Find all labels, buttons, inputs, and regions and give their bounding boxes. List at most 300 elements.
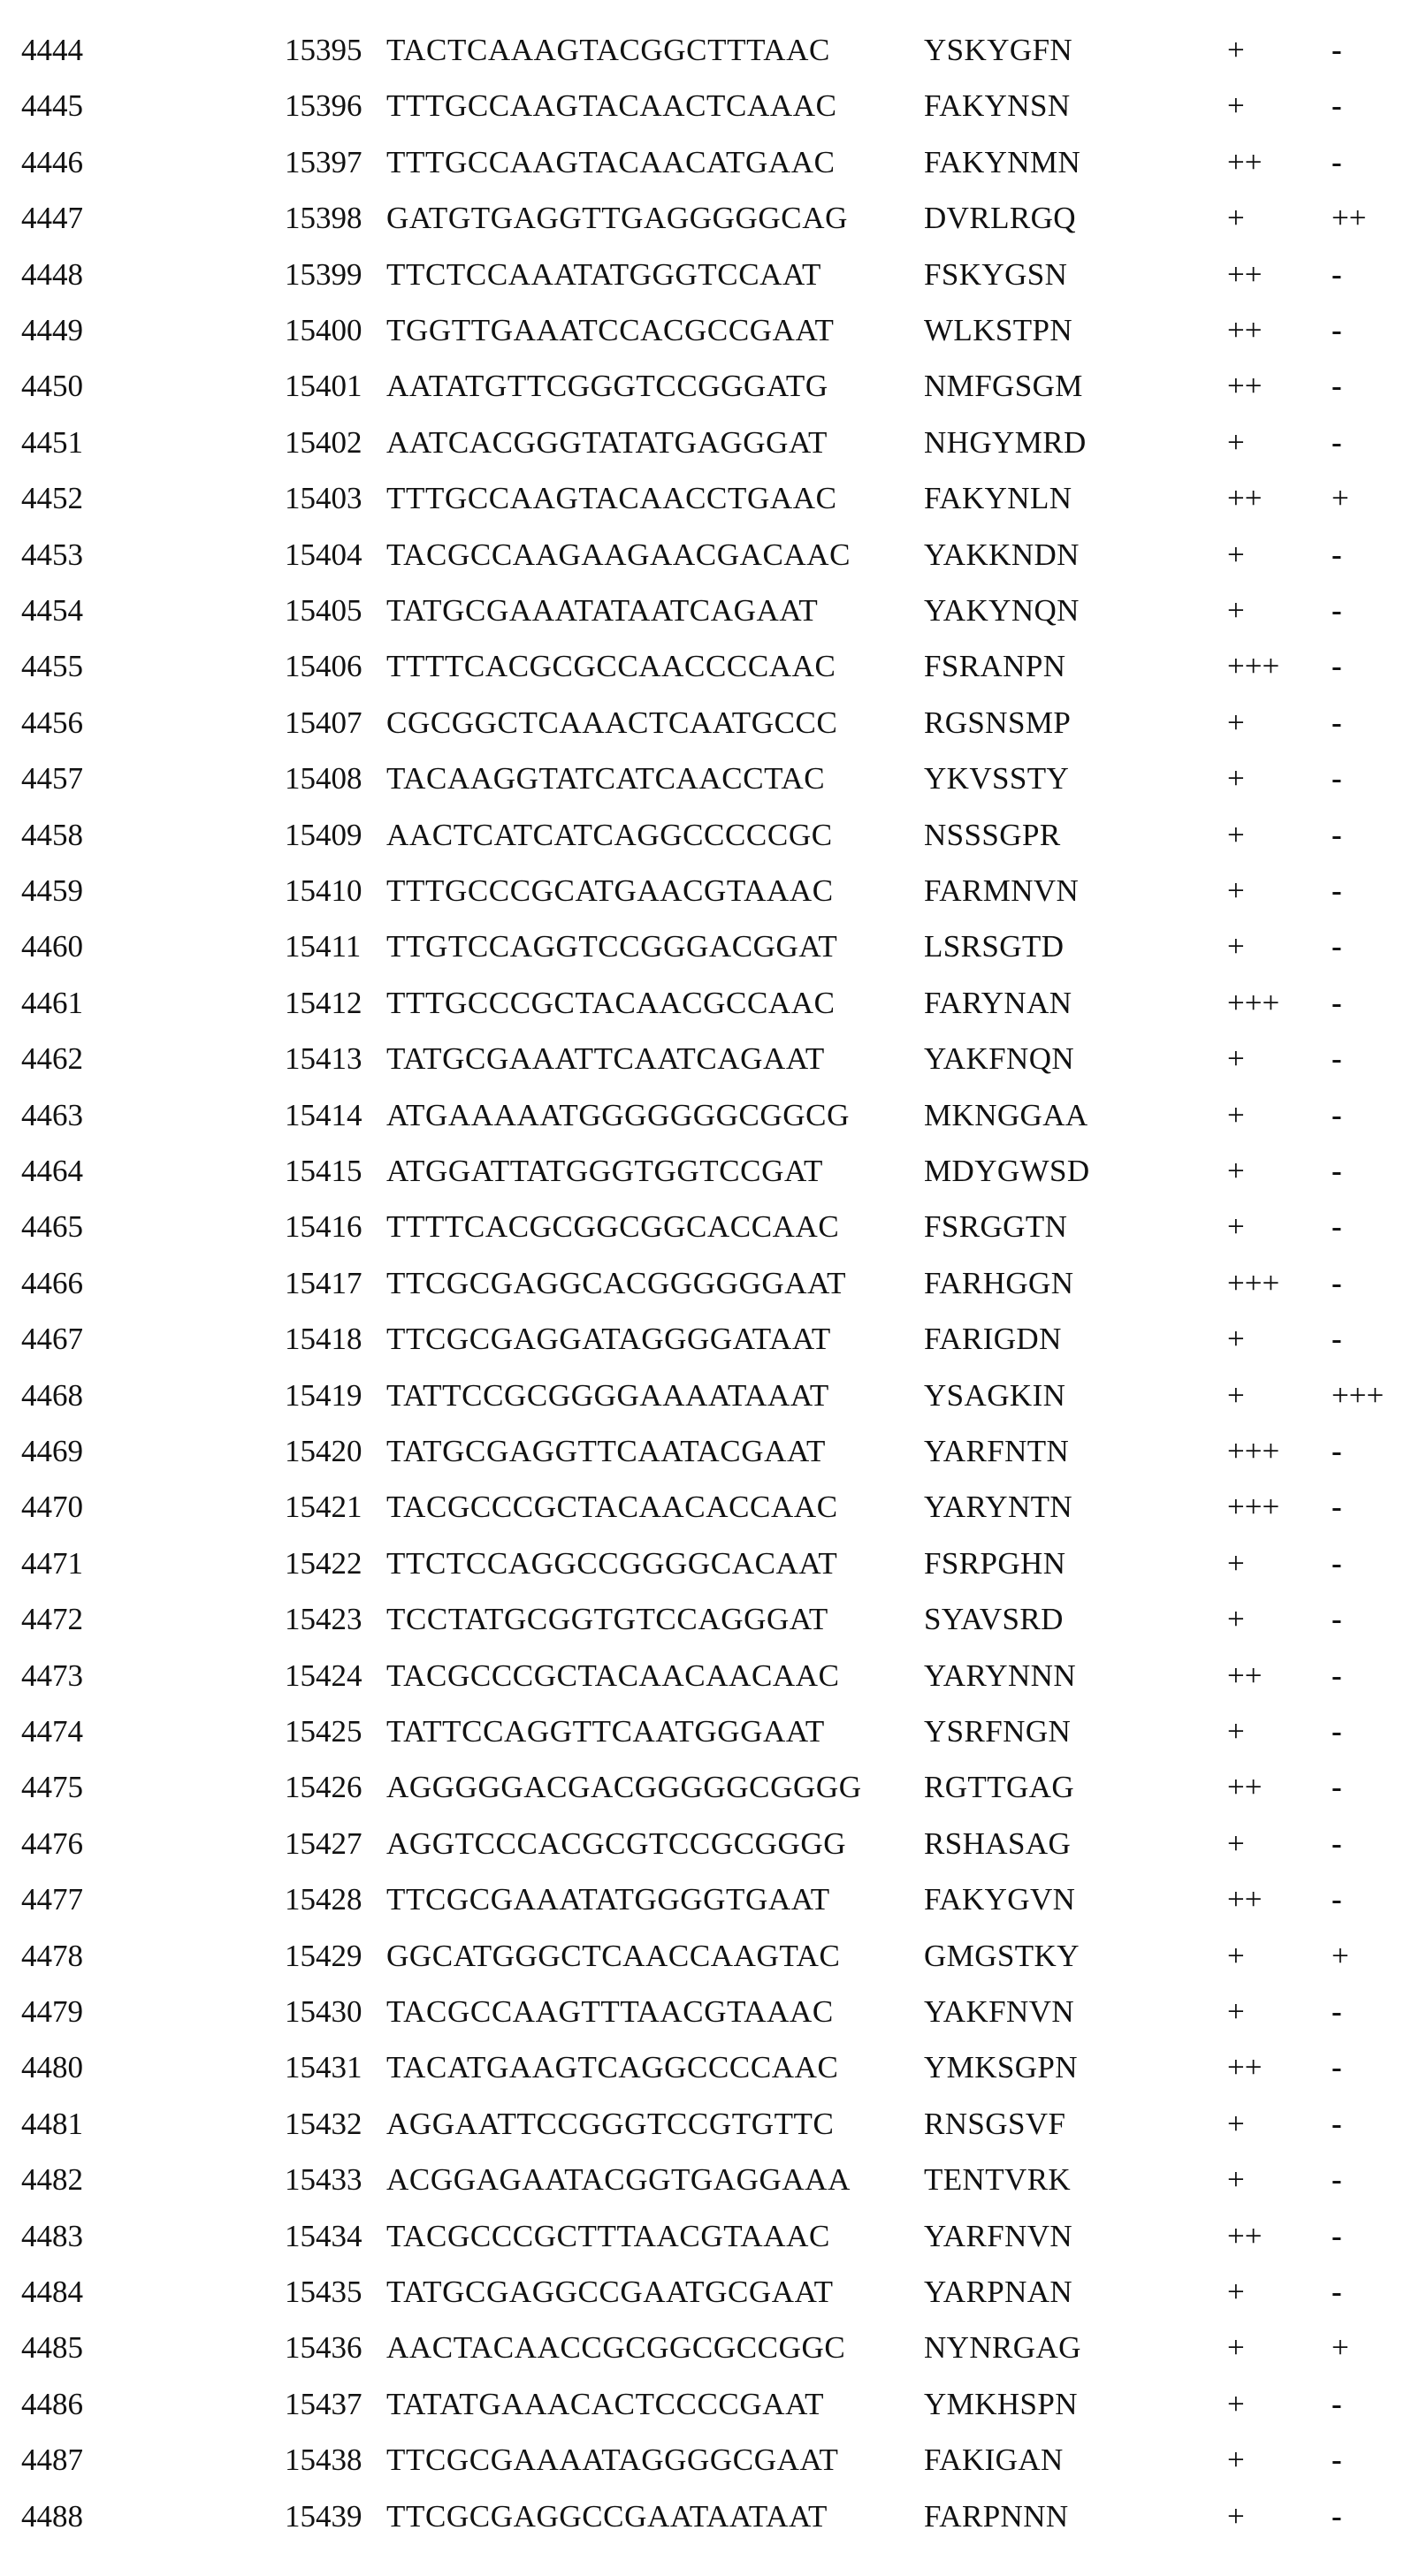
peptide-sequence: FSRPGHN bbox=[924, 1544, 1065, 1583]
peptide-sequence: MDYGWSD bbox=[924, 1152, 1090, 1191]
sequence-id: 15422 bbox=[285, 1544, 362, 1583]
score-b: - bbox=[1332, 872, 1342, 911]
row-id: 4468 bbox=[21, 1376, 83, 1415]
peptide-sequence: FAKIGAN bbox=[924, 2441, 1064, 2480]
sequence-id: 15408 bbox=[285, 759, 362, 798]
score-a: ++ bbox=[1227, 255, 1262, 294]
score-a: + bbox=[1227, 31, 1245, 70]
sequence-id: 15431 bbox=[285, 2048, 362, 2087]
nucleotide-sequence: TTCTCCAAATATGGGTCCAAT bbox=[386, 255, 821, 294]
sequence-id: 15418 bbox=[285, 1320, 362, 1359]
score-b: - bbox=[1332, 1544, 1342, 1583]
score-a: + bbox=[1227, 2328, 1245, 2367]
row-id: 4472 bbox=[21, 1600, 83, 1639]
row-id: 4462 bbox=[21, 1040, 83, 1078]
score-b: - bbox=[1332, 1993, 1342, 2031]
score-b: - bbox=[1332, 1712, 1342, 1751]
score-a: + bbox=[1227, 1544, 1245, 1583]
peptide-sequence: NSSSGPR bbox=[924, 816, 1061, 855]
table-row bbox=[0, 2161, 1427, 2199]
nucleotide-sequence: TACGCCCGCTTTAACGTAAAC bbox=[386, 2217, 830, 2256]
sequence-id: 15435 bbox=[285, 2273, 362, 2312]
score-a: + bbox=[1227, 1937, 1245, 1976]
score-a: + bbox=[1227, 816, 1245, 855]
row-id: 4476 bbox=[21, 1825, 83, 1863]
nucleotide-sequence: TATGCGAAATTCAATCAGAAT bbox=[386, 1040, 825, 1078]
row-id: 4445 bbox=[21, 87, 83, 126]
score-b: ++ bbox=[1332, 199, 1366, 238]
score-b: - bbox=[1332, 1600, 1342, 1639]
score-a: + bbox=[1227, 2385, 1245, 2424]
table-row bbox=[0, 1937, 1427, 1976]
score-b: - bbox=[1332, 536, 1342, 575]
sequence-id: 15439 bbox=[285, 2497, 362, 2536]
score-b: - bbox=[1332, 367, 1342, 406]
table-row bbox=[0, 2497, 1427, 2536]
row-id: 4470 bbox=[21, 1488, 83, 1527]
score-a: + bbox=[1227, 2497, 1245, 2536]
table-row bbox=[0, 759, 1427, 798]
nucleotide-sequence: TACGCCAAGAAGAACGACAAC bbox=[386, 536, 851, 575]
peptide-sequence: FARMNVN bbox=[924, 872, 1079, 911]
row-id: 4469 bbox=[21, 1432, 83, 1471]
nucleotide-sequence: TACAAGGTATCATCAACCTAC bbox=[386, 759, 825, 798]
row-id: 4483 bbox=[21, 2217, 83, 2256]
row-id: 4450 bbox=[21, 367, 83, 406]
sequence-id: 15396 bbox=[285, 87, 362, 126]
score-b: - bbox=[1332, 927, 1342, 966]
peptide-sequence: FARYNAN bbox=[924, 984, 1072, 1023]
nucleotide-sequence: TTCGCGAAATATGGGGTGAAT bbox=[386, 1880, 830, 1919]
table-row bbox=[0, 1768, 1427, 1807]
score-b: - bbox=[1332, 1152, 1342, 1191]
score-a: +++ bbox=[1227, 1264, 1279, 1303]
sequence-id: 15404 bbox=[285, 536, 362, 575]
table-row bbox=[0, 816, 1427, 855]
sequence-id: 15428 bbox=[285, 1880, 362, 1919]
sequence-id: 15400 bbox=[285, 311, 362, 350]
row-id: 4463 bbox=[21, 1096, 83, 1135]
nucleotide-sequence: TTTTCACGCGGCGGCACCAAC bbox=[386, 1208, 839, 1246]
score-a: ++ bbox=[1227, 2048, 1262, 2087]
nucleotide-sequence: TTTGCCCGCTACAACGCCAAC bbox=[386, 984, 836, 1023]
score-a: ++ bbox=[1227, 1768, 1262, 1807]
table-row bbox=[0, 423, 1427, 462]
score-b: - bbox=[1332, 2273, 1342, 2312]
nucleotide-sequence: TTCGCGAGGCACGGGGGGAAT bbox=[386, 1264, 846, 1303]
score-a: ++ bbox=[1227, 1657, 1262, 1696]
peptide-sequence: FSRANPN bbox=[924, 647, 1065, 686]
sequence-id: 15421 bbox=[285, 1488, 362, 1527]
nucleotide-sequence: TACTCAAAGTACGGCTTTAAC bbox=[386, 31, 830, 70]
table-row bbox=[0, 479, 1427, 518]
peptide-sequence: LSRSGTD bbox=[924, 927, 1064, 966]
row-id: 4467 bbox=[21, 1320, 83, 1359]
score-b: - bbox=[1332, 423, 1342, 462]
score-b: - bbox=[1332, 2497, 1342, 2536]
peptide-sequence: DVRLRGQ bbox=[924, 199, 1076, 238]
score-a: + bbox=[1227, 199, 1245, 238]
nucleotide-sequence: AACTCATCATCAGGCCCCCGC bbox=[386, 816, 833, 855]
nucleotide-sequence: TACATGAAGTCAGGCCCCAAC bbox=[386, 2048, 839, 2087]
peptide-sequence: YAKYNQN bbox=[924, 591, 1080, 630]
nucleotide-sequence: AGGAATTCCGGGTCCGTGTTC bbox=[386, 2105, 834, 2144]
row-id: 4459 bbox=[21, 872, 83, 911]
score-b: - bbox=[1332, 1320, 1342, 1359]
peptide-sequence: YAKFNVN bbox=[924, 1993, 1074, 2031]
score-b: - bbox=[1332, 2105, 1342, 2144]
nucleotide-sequence: TTTTCACGCGCCAACCCCAAC bbox=[386, 647, 836, 686]
score-b: - bbox=[1332, 1096, 1342, 1135]
score-b: - bbox=[1332, 2048, 1342, 2087]
table-row bbox=[0, 2385, 1427, 2424]
table-row bbox=[0, 872, 1427, 911]
table-row bbox=[0, 1544, 1427, 1583]
sequence-id: 15429 bbox=[285, 1937, 362, 1976]
peptide-sequence: YSKYGFN bbox=[924, 31, 1072, 70]
score-a: + bbox=[1227, 2273, 1245, 2312]
score-b: - bbox=[1332, 311, 1342, 350]
row-id: 4488 bbox=[21, 2497, 83, 2536]
row-id: 4465 bbox=[21, 1208, 83, 1246]
row-id: 4449 bbox=[21, 311, 83, 350]
table-row bbox=[0, 2441, 1427, 2480]
nucleotide-sequence: AGGGGGACGACGGGGGCGGGG bbox=[386, 1768, 862, 1807]
nucleotide-sequence: TTTGCCAAGTACAACCTGAAC bbox=[386, 479, 837, 518]
row-id: 4448 bbox=[21, 255, 83, 294]
nucleotide-sequence: TTGTCCAGGTCCGGGACGGAT bbox=[386, 927, 837, 966]
peptide-sequence: YARFNVN bbox=[924, 2217, 1072, 2256]
peptide-sequence: YARYNNN bbox=[924, 1657, 1076, 1696]
row-id: 4461 bbox=[21, 984, 83, 1023]
nucleotide-sequence: TGGTTGAAATCCACGCCGAAT bbox=[386, 311, 835, 350]
peptide-sequence: FAKYNLN bbox=[924, 479, 1072, 518]
row-id: 4486 bbox=[21, 2385, 83, 2424]
sequence-id: 15438 bbox=[285, 2441, 362, 2480]
peptide-sequence: RNSGSVF bbox=[924, 2105, 1065, 2144]
table-row bbox=[0, 2273, 1427, 2312]
table-row bbox=[0, 311, 1427, 350]
score-a: + bbox=[1227, 1040, 1245, 1078]
peptide-sequence: SYAVSRD bbox=[924, 1600, 1064, 1639]
peptide-sequence: NMFGSGM bbox=[924, 367, 1083, 406]
row-id: 4478 bbox=[21, 1937, 83, 1976]
peptide-sequence: YMKSGPN bbox=[924, 2048, 1078, 2087]
score-a: + bbox=[1227, 1712, 1245, 1751]
nucleotide-sequence: TACGCCAAGTTTAACGTAAAC bbox=[386, 1993, 834, 2031]
row-id: 4474 bbox=[21, 1712, 83, 1751]
score-a: + bbox=[1227, 1993, 1245, 2031]
score-a: + bbox=[1227, 1320, 1245, 1359]
nucleotide-sequence: TTTGCCAAGTACAACATGAAC bbox=[386, 143, 836, 182]
row-id: 4466 bbox=[21, 1264, 83, 1303]
row-id: 4484 bbox=[21, 2273, 83, 2312]
score-a: + bbox=[1227, 1152, 1245, 1191]
peptide-sequence: RSHASAG bbox=[924, 1825, 1071, 1863]
nucleotide-sequence: TATATGAAACACTCCCCGAAT bbox=[386, 2385, 824, 2424]
row-id: 4457 bbox=[21, 759, 83, 798]
sequence-id: 15411 bbox=[285, 927, 361, 966]
table-row bbox=[0, 1880, 1427, 1919]
row-id: 4480 bbox=[21, 2048, 83, 2087]
sequence-id: 15416 bbox=[285, 1208, 362, 1246]
score-b: - bbox=[1332, 143, 1342, 182]
sequence-id: 15415 bbox=[285, 1152, 362, 1191]
sequence-id: 15436 bbox=[285, 2328, 362, 2367]
table-row bbox=[0, 143, 1427, 182]
score-b: - bbox=[1332, 255, 1342, 294]
peptide-sequence: GMGSTKY bbox=[924, 1937, 1080, 1976]
table-row bbox=[0, 199, 1427, 238]
sequence-id: 15427 bbox=[285, 1825, 362, 1863]
score-b: - bbox=[1332, 816, 1342, 855]
peptide-sequence: YARYNTN bbox=[924, 1488, 1072, 1527]
table-row bbox=[0, 984, 1427, 1023]
nucleotide-sequence: TTCGCGAAAATAGGGGCGAAT bbox=[386, 2441, 838, 2480]
score-a: + bbox=[1227, 1825, 1245, 1863]
row-id: 4487 bbox=[21, 2441, 83, 2480]
table-row bbox=[0, 2328, 1427, 2367]
peptide-sequence: YAKFNQN bbox=[924, 1040, 1074, 1078]
nucleotide-sequence: AATCACGGGTATATGAGGGAT bbox=[386, 423, 828, 462]
nucleotide-sequence: TATTCCAGGTTCAATGGGAAT bbox=[386, 1712, 825, 1751]
table-row bbox=[0, 255, 1427, 294]
score-b: - bbox=[1332, 704, 1342, 743]
sequence-id: 15401 bbox=[285, 367, 362, 406]
score-a: + bbox=[1227, 1376, 1245, 1415]
row-id: 4454 bbox=[21, 591, 83, 630]
score-b: - bbox=[1332, 1040, 1342, 1078]
table-row bbox=[0, 704, 1427, 743]
table-row bbox=[0, 1096, 1427, 1135]
peptide-sequence: FAKYGVN bbox=[924, 1880, 1075, 1919]
row-id: 4481 bbox=[21, 2105, 83, 2144]
peptide-sequence: MKNGGAA bbox=[924, 1096, 1088, 1135]
score-b: - bbox=[1332, 1657, 1342, 1696]
nucleotide-sequence: ATGAAAAATGGGGGGGCGGCG bbox=[386, 1096, 850, 1135]
sequence-table bbox=[0, 0, 1427, 2576]
sequence-id: 15424 bbox=[285, 1657, 362, 1696]
table-row bbox=[0, 1825, 1427, 1863]
score-b: +++ bbox=[1332, 1376, 1384, 1415]
table-row bbox=[0, 536, 1427, 575]
score-a: + bbox=[1227, 927, 1245, 966]
peptide-sequence: FARIGDN bbox=[924, 1320, 1062, 1359]
row-id: 4473 bbox=[21, 1657, 83, 1696]
nucleotide-sequence: TTTGCCCGCATGAACGTAAAC bbox=[386, 872, 834, 911]
nucleotide-sequence: TATGCGAGGCCGAATGCGAAT bbox=[386, 2273, 834, 2312]
score-a: + bbox=[1227, 2161, 1245, 2199]
sequence-id: 15417 bbox=[285, 1264, 362, 1303]
score-a: ++ bbox=[1227, 311, 1262, 350]
table-row bbox=[0, 2105, 1427, 2144]
table-row bbox=[0, 1376, 1427, 1415]
score-a: + bbox=[1227, 2441, 1245, 2480]
sequence-id: 15410 bbox=[285, 872, 362, 911]
score-b: + bbox=[1332, 1937, 1349, 1976]
score-b: - bbox=[1332, 31, 1342, 70]
nucleotide-sequence: TTTGCCAAGTACAACTCAAAC bbox=[386, 87, 837, 126]
score-b: - bbox=[1332, 1880, 1342, 1919]
sequence-id: 15398 bbox=[285, 199, 362, 238]
nucleotide-sequence: TATGCGAAATATAATCAGAAT bbox=[386, 591, 818, 630]
row-id: 4460 bbox=[21, 927, 83, 966]
score-b: - bbox=[1332, 1432, 1342, 1471]
row-id: 4447 bbox=[21, 199, 83, 238]
score-b: - bbox=[1332, 2217, 1342, 2256]
peptide-sequence: RGSNSMP bbox=[924, 704, 1071, 743]
score-b: - bbox=[1332, 87, 1342, 126]
row-id: 4477 bbox=[21, 1880, 83, 1919]
sequence-id: 15432 bbox=[285, 2105, 362, 2144]
table-row bbox=[0, 1600, 1427, 1639]
score-b: - bbox=[1332, 2161, 1342, 2199]
score-b: + bbox=[1332, 479, 1349, 518]
score-a: +++ bbox=[1227, 1432, 1279, 1471]
score-a: ++ bbox=[1227, 367, 1262, 406]
peptide-sequence: FARHGGN bbox=[924, 1264, 1073, 1303]
score-b: - bbox=[1332, 2385, 1342, 2424]
sequence-id: 15395 bbox=[285, 31, 362, 70]
sequence-id: 15407 bbox=[285, 704, 362, 743]
table-row bbox=[0, 2048, 1427, 2087]
score-a: + bbox=[1227, 591, 1245, 630]
score-a: ++ bbox=[1227, 2217, 1262, 2256]
nucleotide-sequence: GGCATGGGCTCAACCAAGTAC bbox=[386, 1937, 840, 1976]
sequence-id: 15419 bbox=[285, 1376, 362, 1415]
table-row bbox=[0, 1208, 1427, 1246]
peptide-sequence: FAKYNMN bbox=[924, 143, 1080, 182]
peptide-sequence: FAKYNSN bbox=[924, 87, 1071, 126]
row-id: 4475 bbox=[21, 1768, 83, 1807]
score-b: - bbox=[1332, 2441, 1342, 2480]
score-a: ++ bbox=[1227, 1880, 1262, 1919]
table-row bbox=[0, 1152, 1427, 1191]
nucleotide-sequence: AGGTCCCACGCGTCCGCGGGG bbox=[386, 1825, 846, 1863]
score-a: +++ bbox=[1227, 1488, 1279, 1527]
score-a: + bbox=[1227, 536, 1245, 575]
nucleotide-sequence: ATGGATTATGGGTGGTCCGAT bbox=[386, 1152, 823, 1191]
table-row bbox=[0, 927, 1427, 966]
sequence-id: 15409 bbox=[285, 816, 362, 855]
sequence-id: 15437 bbox=[285, 2385, 362, 2424]
peptide-sequence: YARFNTN bbox=[924, 1432, 1069, 1471]
score-a: + bbox=[1227, 1600, 1245, 1639]
nucleotide-sequence: TTCGCGAGGCCGAATAATAAT bbox=[386, 2497, 828, 2536]
nucleotide-sequence: TCCTATGCGGTGTCCAGGGAT bbox=[386, 1600, 828, 1639]
score-a: +++ bbox=[1227, 647, 1279, 686]
nucleotide-sequence: TTCGCGAGGATAGGGGATAAT bbox=[386, 1320, 831, 1359]
sequence-id: 15403 bbox=[285, 479, 362, 518]
score-a: + bbox=[1227, 1208, 1245, 1246]
score-b: + bbox=[1332, 2328, 1349, 2367]
sequence-id: 15399 bbox=[285, 255, 362, 294]
peptide-sequence: YMKHSPN bbox=[924, 2385, 1078, 2424]
table-row bbox=[0, 31, 1427, 70]
nucleotide-sequence: TACGCCCGCTACAACAACAAC bbox=[386, 1657, 840, 1696]
row-id: 4446 bbox=[21, 143, 83, 182]
sequence-id: 15434 bbox=[285, 2217, 362, 2256]
sequence-id: 15423 bbox=[285, 1600, 362, 1639]
row-id: 4458 bbox=[21, 816, 83, 855]
sequence-id: 15430 bbox=[285, 1993, 362, 2031]
table-row bbox=[0, 647, 1427, 686]
sequence-id: 15397 bbox=[285, 143, 362, 182]
table-row bbox=[0, 591, 1427, 630]
score-b: - bbox=[1332, 1768, 1342, 1807]
score-b: - bbox=[1332, 984, 1342, 1023]
score-a: ++ bbox=[1227, 479, 1262, 518]
sequence-id: 15414 bbox=[285, 1096, 362, 1135]
table-row bbox=[0, 1040, 1427, 1078]
table-row bbox=[0, 1657, 1427, 1696]
nucleotide-sequence: TATTCCGCGGGGAAAATAAAT bbox=[386, 1376, 829, 1415]
nucleotide-sequence: AACTACAACCGCGGCGCCGGC bbox=[386, 2328, 845, 2367]
table-row bbox=[0, 1264, 1427, 1303]
nucleotide-sequence: TTCTCCAGGCCGGGGCACAAT bbox=[386, 1544, 837, 1583]
row-id: 4444 bbox=[21, 31, 83, 70]
score-b: - bbox=[1332, 759, 1342, 798]
peptide-sequence: YKVSSTY bbox=[924, 759, 1069, 798]
score-b: - bbox=[1332, 1825, 1342, 1863]
nucleotide-sequence: ACGGAGAATACGGTGAGGAAA bbox=[386, 2161, 851, 2199]
peptide-sequence: YSRFNGN bbox=[924, 1712, 1071, 1751]
score-a: + bbox=[1227, 2105, 1245, 2144]
peptide-sequence: NYNRGAG bbox=[924, 2328, 1081, 2367]
peptide-sequence: YSAGKIN bbox=[924, 1376, 1065, 1415]
peptide-sequence: RGTTGAG bbox=[924, 1768, 1074, 1807]
sequence-id: 15433 bbox=[285, 2161, 362, 2199]
peptide-sequence: WLKSTPN bbox=[924, 311, 1072, 350]
table-row bbox=[0, 1320, 1427, 1359]
peptide-sequence: NHGYMRD bbox=[924, 423, 1087, 462]
score-b: - bbox=[1332, 591, 1342, 630]
score-b: - bbox=[1332, 647, 1342, 686]
table-row bbox=[0, 1712, 1427, 1751]
table-row bbox=[0, 87, 1427, 126]
sequence-id: 15420 bbox=[285, 1432, 362, 1471]
peptide-sequence: FSKYGSN bbox=[924, 255, 1067, 294]
peptide-sequence: FSRGGTN bbox=[924, 1208, 1067, 1246]
sequence-id: 15425 bbox=[285, 1712, 362, 1751]
row-id: 4479 bbox=[21, 1993, 83, 2031]
score-a: + bbox=[1227, 87, 1245, 126]
table-row bbox=[0, 367, 1427, 406]
sequence-id: 15412 bbox=[285, 984, 362, 1023]
table-row bbox=[0, 2217, 1427, 2256]
row-id: 4464 bbox=[21, 1152, 83, 1191]
row-id: 4485 bbox=[21, 2328, 83, 2367]
score-a: + bbox=[1227, 423, 1245, 462]
score-a: + bbox=[1227, 759, 1245, 798]
row-id: 4455 bbox=[21, 647, 83, 686]
row-id: 4451 bbox=[21, 423, 83, 462]
score-a: + bbox=[1227, 704, 1245, 743]
nucleotide-sequence: TATGCGAGGTTCAATACGAAT bbox=[386, 1432, 826, 1471]
nucleotide-sequence: AATATGTTCGGGTCCGGGATG bbox=[386, 367, 828, 406]
peptide-sequence: FARPNNN bbox=[924, 2497, 1069, 2536]
row-id: 4452 bbox=[21, 479, 83, 518]
row-id: 4471 bbox=[21, 1544, 83, 1583]
score-a: +++ bbox=[1227, 984, 1279, 1023]
score-b: - bbox=[1332, 1264, 1342, 1303]
table-row bbox=[0, 1432, 1427, 1471]
row-id: 4453 bbox=[21, 536, 83, 575]
score-b: - bbox=[1332, 1488, 1342, 1527]
peptide-sequence: YAKKNDN bbox=[924, 536, 1080, 575]
sequence-id: 15405 bbox=[285, 591, 362, 630]
peptide-sequence: YARPNAN bbox=[924, 2273, 1072, 2312]
